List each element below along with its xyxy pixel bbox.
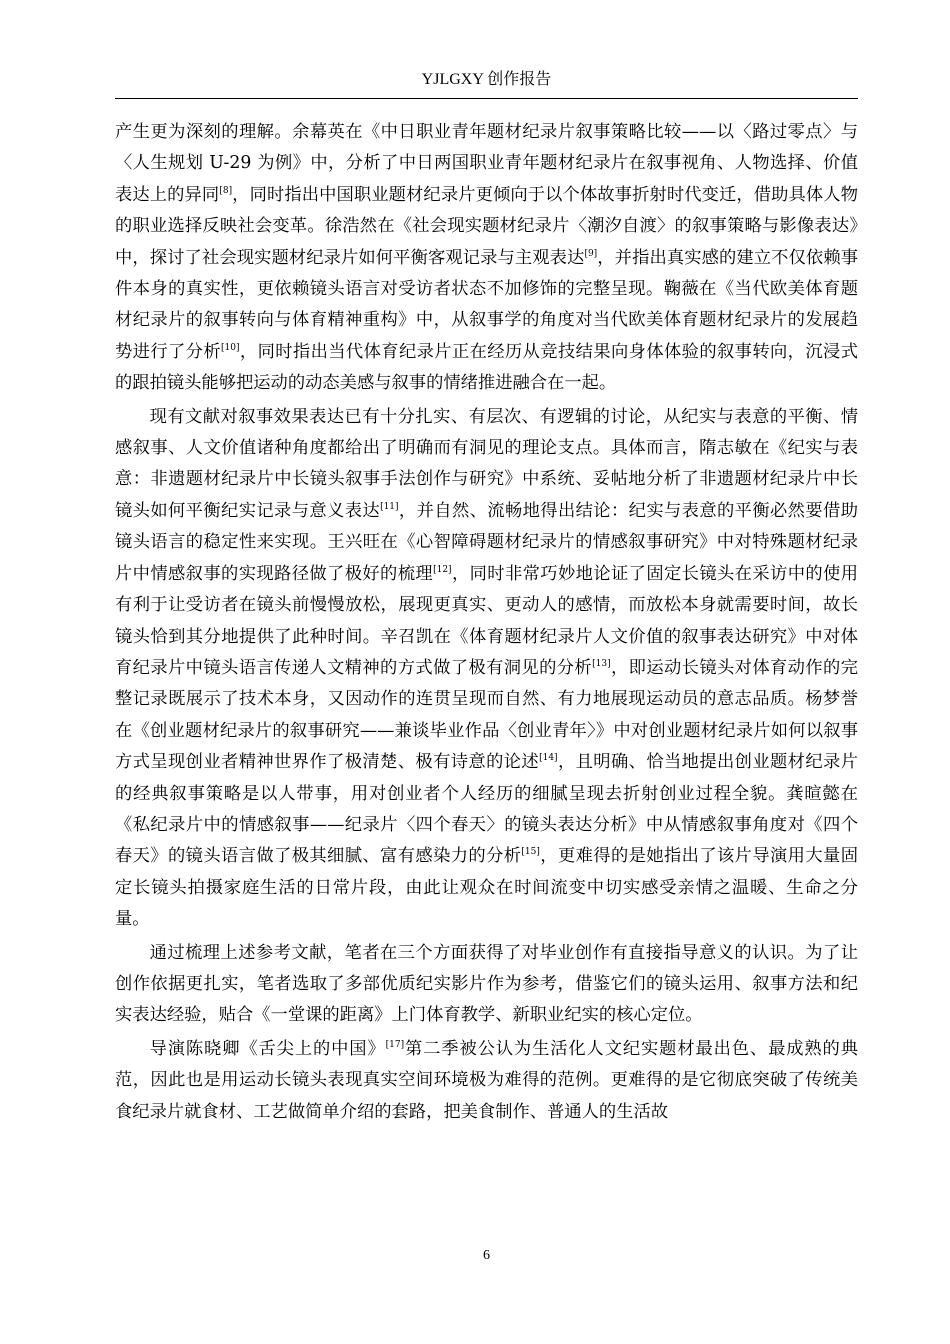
paragraph-text: ，并自然、流畅地得出结论：纪实与表意的平衡必然要借助镜头语言的稳定性来实现。王兴旺在《心智障碍题材纪录片的情感叙事研究》中对特殊题材纪录片中情感叙事的实现路径做了极好的梳理 bbox=[115, 500, 858, 584]
paragraph-text: 现有文献对叙事效果表达已有十分扎实、有层次、有逻辑的讨论，从纪实与表意的平衡、情感叙事、人文价值诸种角度都给出了明确而有洞见的理论支点。具体而言，隋志敏在《纪实与表意：非遗题材纪录片中长镜头叙事手法创作与研究》中系统、妥帖地分析了非遗题材纪录片中长镜头如何平衡纪实记录与意义表达 bbox=[115, 406, 858, 521]
paragraph-text: 导演陈晓卿《舌尖上的中国》 bbox=[149, 1038, 386, 1059]
citation-11: [11] bbox=[380, 501, 399, 512]
paragraph-text: ，同时指出当代体育纪录片正在经历从竞技结果向身体体验的叙事转向，沉浸式的跟拍镜头能够把运动的动态美感与叙事的情绪推进融合在一起。 bbox=[115, 341, 858, 394]
paragraph-text: ，并指出真实感的建立不仅依赖事件本身的真实性，更依赖镜头语言对受访者状态不加修饰的完整呈现。鞠薇在《当代欧美体育题材纪录片的叙事转向与体育精神重构》中，从叙事学的角度对当代欧美体育题材纪录片的发展趋势进行了分析 bbox=[115, 247, 858, 362]
citation-14: [14] bbox=[539, 753, 558, 764]
citation-17: [17] bbox=[385, 1039, 405, 1050]
paragraph-text: ，且明确、恰当地提出创业题材纪录片的经典叙事策略是以人带事，用对创业者个人经历的细腻呈现去折射创业过程全貌。龚暄懿在《私纪录片中的情感叙事——纪录片〈四个春天〉的镜头表达分析》中从情感叙事角度对《四个春天》的镜头语言做了极其细腻、富有感染力的分析 bbox=[115, 752, 858, 867]
paragraph-text: ，更难得的是她指出了该片导演用大量固定长镜头拍摄家庭生活的日常片段，由此让观众在时间流变中切实感受亲情之温暖、生命之分量。 bbox=[115, 846, 858, 930]
citation-9: [9] bbox=[584, 248, 598, 259]
paragraph-3 bbox=[115, 938, 858, 1032]
page-number: 6 bbox=[483, 1248, 490, 1263]
paragraph-2 bbox=[115, 402, 858, 936]
paragraph-text: 产生更为深刻的理解。余幕英在《中日职业青年题材纪录片叙事策略比较——以〈路过零点〉与〈人生规划 U-29 为例》中，分析了中日两国职业青年题材纪录片在叙事视角、人物选择、价值表达上的异同 bbox=[115, 122, 858, 205]
paragraph-text: 通过梳理上述参考文献，笔者在三个方面获得了对毕业创作有直接指导意义的认识。为了让创作依据更扎实，笔者选取了多部优质纪实影片作为参考，借鉴它们的镜头运用、叙事方法和纪实表达经验，贴合《一堂课的距离》上门体育教学、新职业纪实的核心定位。 bbox=[115, 942, 858, 1026]
page-header: YJLGXY 创作报告 bbox=[421, 71, 552, 88]
header-divider bbox=[115, 98, 858, 99]
citation-13: [13] bbox=[592, 658, 611, 669]
paragraph-1 bbox=[115, 117, 858, 400]
citation-12: [12] bbox=[433, 564, 452, 575]
paragraph-text: 第二季被公认为生活化人文纪实题材最出色、最成熟的典范，因此也是用运动长镜头表现真实空间环境极为难得的范例。更难得的是它彻底突破了传统美食纪录片就食材、工艺做简单介绍的套路，把美食制作、普通人的生活故 bbox=[115, 1038, 858, 1122]
paragraph-text: ，同时非常巧妙地论证了固定长镜头在采访中的使用有利于让受访者在镜头前慢慢放松，展现更真实、更动人的感情，而放松本身就需要时间，故长镜头恰到其分地提供了此种时间。辛召凯在《体育题材纪录片人文价值的叙事表达研究》中对体育纪录片中镜头语言传递人文精神的方式做了极有洞见的分析 bbox=[115, 563, 858, 678]
citation-8: [8] bbox=[219, 185, 233, 196]
body-text bbox=[115, 117, 858, 1128]
paragraph-text: ，同时指出中国职业题材纪录片更倾向于以个体故事折射时代变迁，借助具体人物的职业选择反映社会变革。徐浩然在《社会现实题材纪录片〈潮汐自渡〉的叙事策略与影像表达》中，探讨了社会现实题材纪录片如何平衡客观记录与主观表达 bbox=[115, 184, 858, 268]
citation-10: [10] bbox=[221, 342, 240, 353]
paragraph-text: ，即运动长镜头对体育动作的完整记录既展示了技术本身，又因动作的连贯呈现而自然、有力地展现运动员的意志品质。杨梦誉在《创业题材纪录片的叙事研究——兼谈毕业作品〈创业青年〉》中对创业题材纪录片如何以叙事方式呈现创业者精神世界作了极清楚、极有诗意的论述 bbox=[115, 657, 858, 773]
paragraph-4 bbox=[115, 1034, 858, 1128]
citation-15: [15] bbox=[521, 847, 540, 858]
